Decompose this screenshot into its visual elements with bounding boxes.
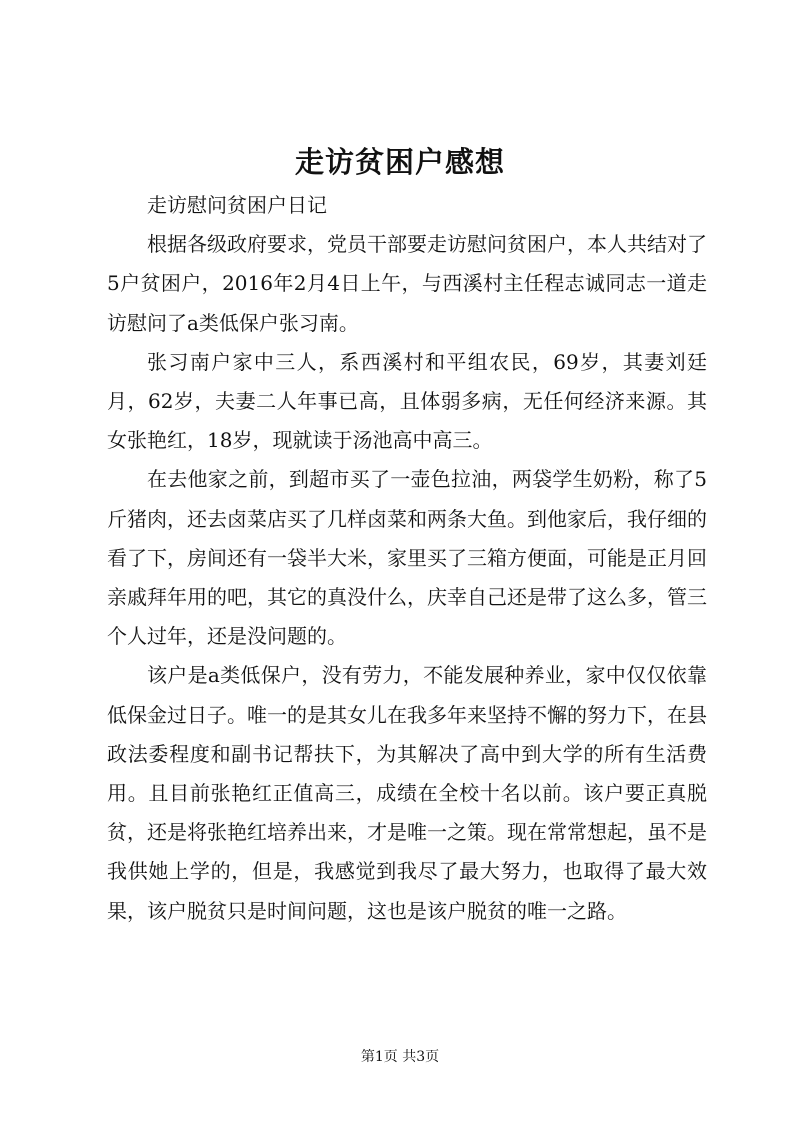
paragraph-1: 根据各级政府要求，党员干部要走访慰问贫困户，本人共结对了5户贫困户，2016年2月4日上午，与西溪村主任程志诚同志一道走访慰问了a类低保户张习南。 bbox=[107, 232, 707, 335]
paragraph-2: 张习南户家中三人，系西溪村和平组农民，69岁，其妻刘廷月，62岁，夫妻二人年事已高，且体弱多病，无任何经济来源。其女张艳红，18岁，现就读于汤池高中高三。 bbox=[107, 349, 707, 453]
document-body bbox=[107, 186, 707, 931]
page-footer: 第1页 共3页 bbox=[360, 1049, 440, 1065]
diary-heading: 走访慰问贫困户日记 bbox=[147, 193, 327, 217]
page-title: 走访贫困户感想 bbox=[294, 145, 505, 179]
paragraph-3: 在去他家之前，到超市买了一壶色拉油，两袋学生奶粉，称了5斤猪肉，还去卤菜店买了几样卤菜和两条大鱼。到他家后，我仔细的看了下，房间还有一袋半大米，家里买了三箱方便面，可能是正月回亲戚拜年用的吧，其它的真没什么，庆幸自己还是带了这么多，管三个人过年，还是没问题的。 bbox=[107, 467, 707, 649]
paragraph-4: 该户是a类低保户，没有劳力，不能发展种养业，家中仅仅依靠低保金过日子。唯一的是其女儿在我多年来坚持不懈的努力下，在县政法委程度和副书记帮扶下，为其解决了高中到大学的所有生活费用。且目前张艳红正值高三，成绩在全校十名以前。该户要正真脱贫，还是将张艳红培养出来，才是唯一之策。现在常常想起，虽不是我供她上学的，但是，我感觉到我尽了最大努力，也取得了最大效果，该户脱贫只是时间问题，这也是该户脱贫的唯一之路。 bbox=[107, 663, 707, 923]
